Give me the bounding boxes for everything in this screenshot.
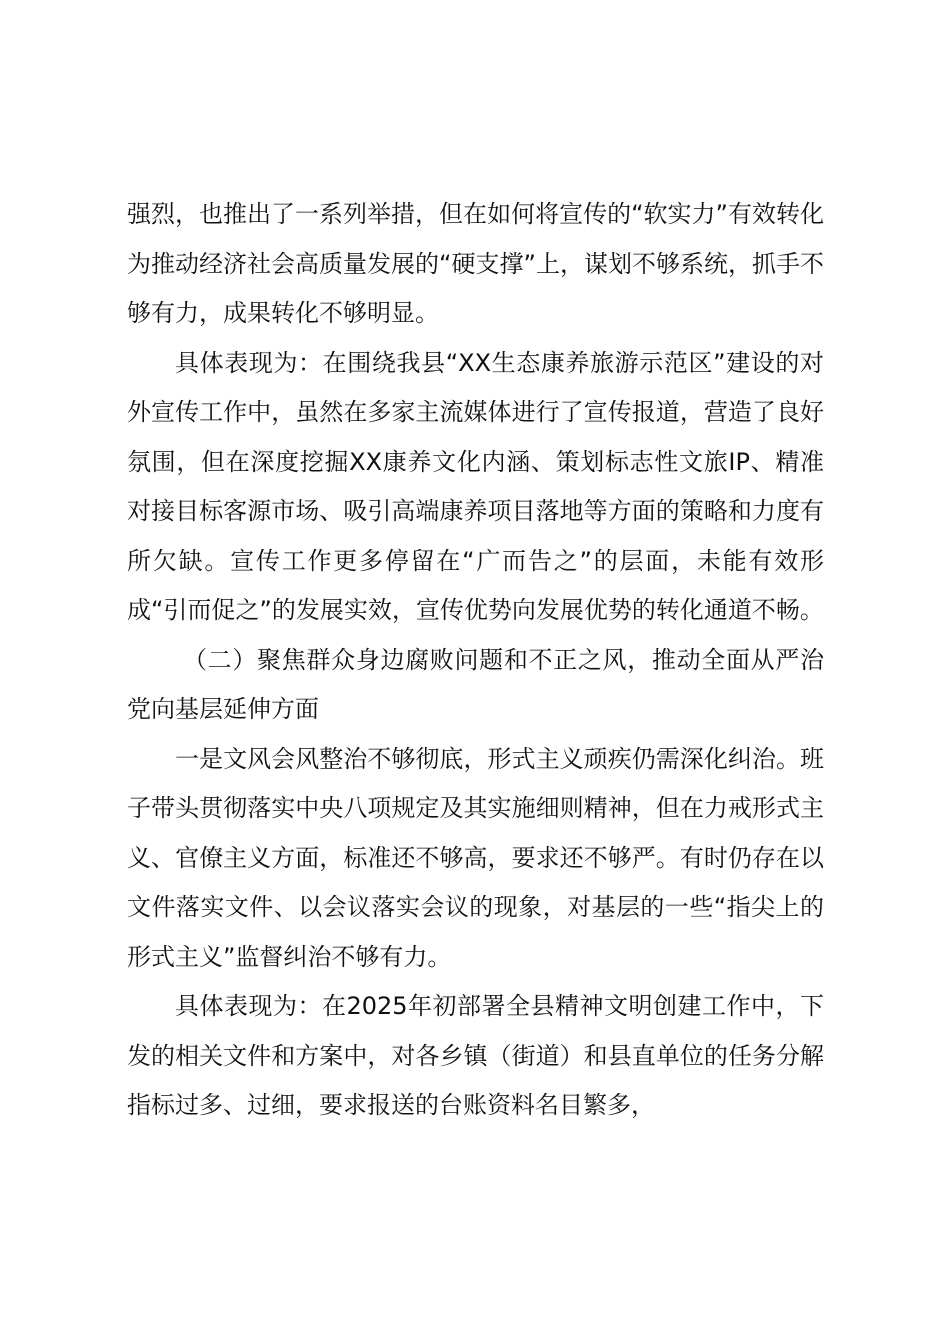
paragraph-continuation: 强烈，也推出了一系列举措，但在如何将宣传的“软实力”有效转化为推动经济社会高质量发展的“硬支撑”上，谋划不够系统，抓手不够有力，成果转化不够明显。 [127, 200, 824, 327]
paragraph-issue-one: 一是文风会风整治不够彻底，形式主义顽疾仍需深化纠治。班子带头贯彻落实中央八项规定及其实施细则精神，但在力戒形式主义、官僚主义方面，标准还不够高，要求还不够严。有时仍存在以文件落实文件、以会议落实会议的现象，对基层的一些“指尖上的形式主义”监督纠治不够有力。 [127, 744, 824, 971]
paragraph-specific-performance: 具体表现为：在围绕我县“XX生态康养旅游示范区”建设的对外宣传工作中，虽然在多家主流媒体进行了宣传报道，营造了良好氛围，但在深度挖掘XX康养文化内涵、策划标志性文旅IP、精准对接目标客源市场、吸引高端康养项目落地等方面的策略和力度有所欠缺。宣传工作更多停留在“广而告之”的层面，未能有效形成“引而促之”的发展实效，宣传优势向发展优势的转化通道不畅。 [127, 348, 824, 624]
document-body [127, 190, 824, 1131]
paragraph-specific-performance-2: 具体表现为：在2025年初部署全县精神文明创建工作中，下发的相关文件和方案中，对各乡镇（街道）和县直单位的任务分解指标过多、过细，要求报送的台账资料名目繁多， [127, 992, 824, 1119]
section-heading: （二）聚焦群众身边腐败问题和不正之风，推动全面从严治党向基层延伸方面 [127, 645, 824, 723]
